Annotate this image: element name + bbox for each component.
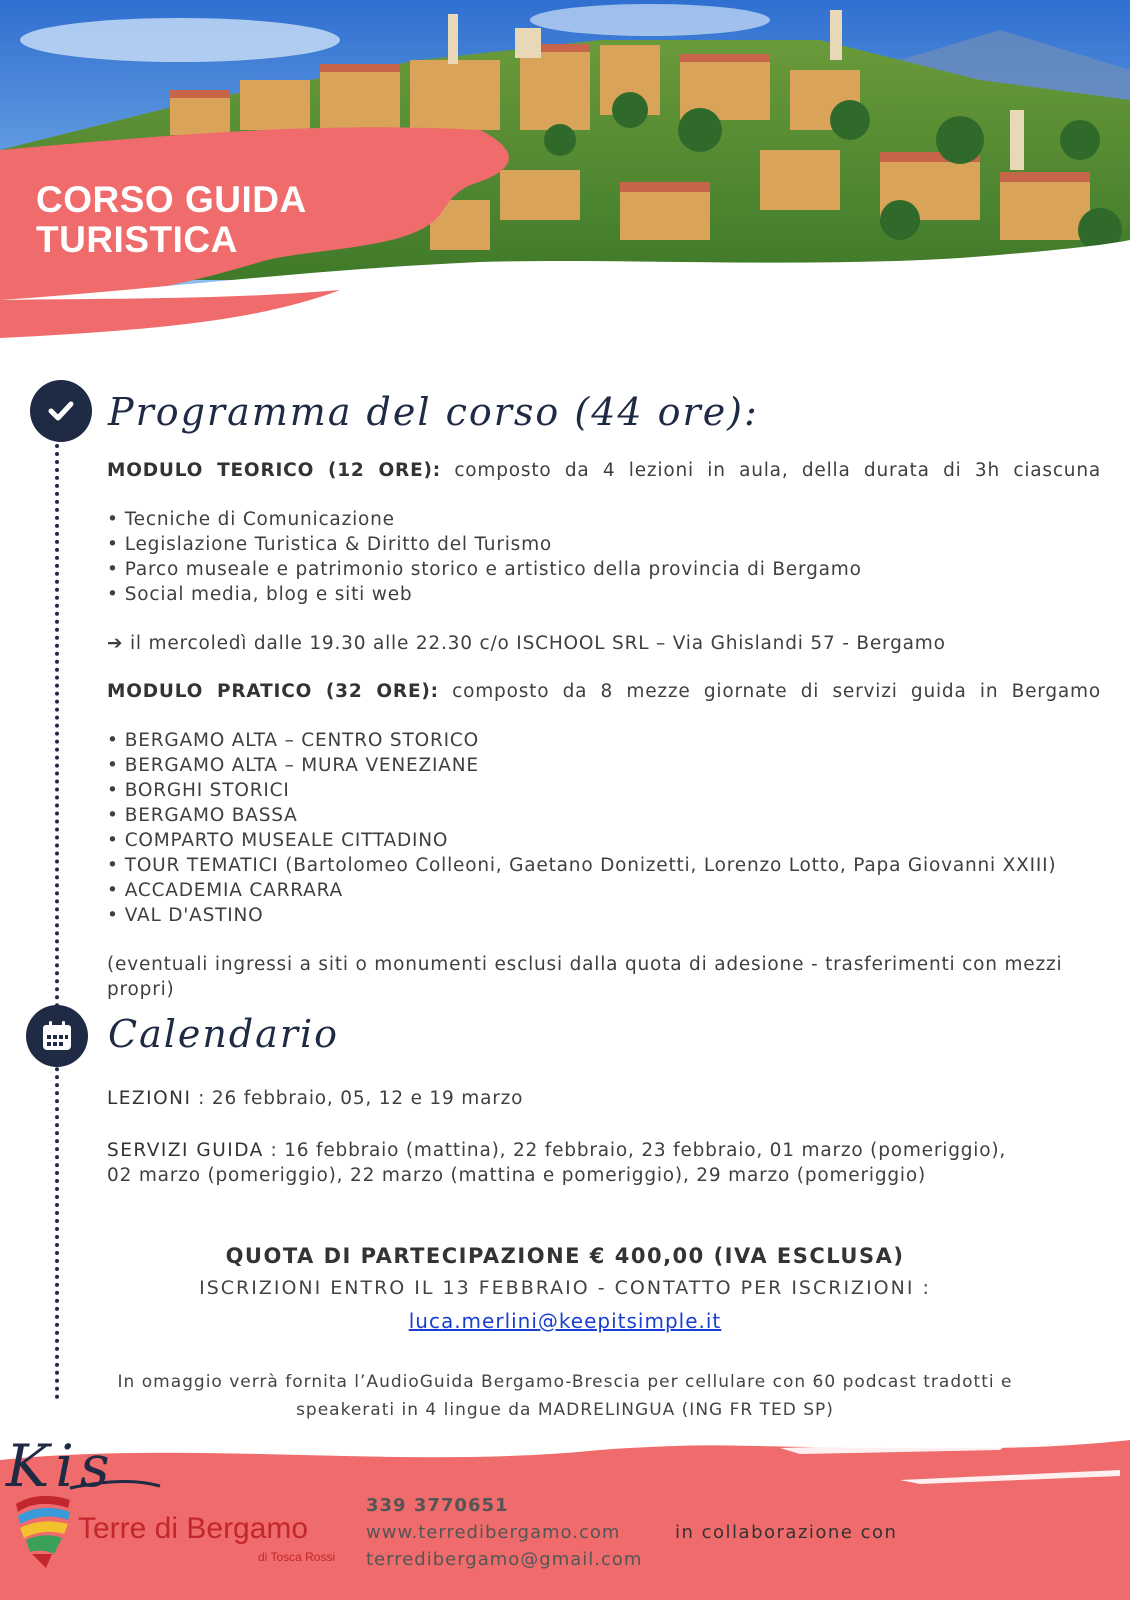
calendario-heading: Calendario: [108, 1012, 340, 1056]
page-title: [36, 180, 307, 260]
pratico-list: [107, 728, 1101, 928]
lezioni-row: [107, 1086, 1101, 1111]
brand-name: Terre di Bergamo: [78, 1512, 309, 1545]
list-item: • Legislazione Turistica & Diritto del Turismo: [107, 532, 1101, 557]
servizi-line-2: 02 marzo (pomeriggio), 22 marzo (mattina e pomeriggio), 29 marzo (pomeriggio): [107, 1165, 926, 1186]
list-item: • Parco museale e patrimonio storico e artistico della provincia di Bergamo: [107, 557, 1101, 582]
list-item: • ACCADEMIA CARRARA: [107, 878, 1101, 903]
calendario-section: [107, 1086, 1101, 1188]
programma-heading: Programma del corso (44 ore):: [108, 390, 759, 434]
brand-subtitle: di Tosca Rossi: [258, 1550, 336, 1564]
list-item: • TOUR TEMATICI (Bartolomeo Colleoni, Gaetano Donizetti, Lorenzo Lotto, Papa Giovanni XXIII): [107, 853, 1101, 878]
collaboration-text: in collaborazione con: [675, 1522, 898, 1543]
list-item: • BERGAMO ALTA – MURA VENEZIANE: [107, 753, 1101, 778]
lezioni-label: LEZIONI: [107, 1088, 192, 1109]
lezioni-value: : 26 febbraio, 05, 12 e 19 marzo: [191, 1088, 524, 1109]
omaggio-line-2: speakerati in 4 lingue da MADRELINGUA (ING FR TED SP): [296, 1400, 834, 1420]
phone-number: 339 3770651: [366, 1495, 509, 1516]
footer-email-link[interactable]: terredibergamo@gmail.com: [366, 1549, 643, 1570]
omaggio-note: [90, 1368, 1040, 1424]
list-item: • COMPARTO MUSEALE CITTADINO: [107, 828, 1101, 853]
list-item: • Social media, blog e siti web: [107, 582, 1101, 607]
modulo-pratico-desc: composto da 8 mezze giornate di servizi guida in Bergamo: [452, 681, 1101, 702]
modulo-pratico: [107, 679, 1101, 704]
list-item: • BERGAMO BASSA: [107, 803, 1101, 828]
teorico-list: [107, 507, 1101, 607]
iscrizioni-text: ISCRIZIONI ENTRO IL 13 FEBBRAIO - CONTATTO PER ISCRIZIONI :: [199, 1277, 931, 1299]
title-line-1: CORSO GUIDA: [36, 179, 307, 220]
calendar-icon: [26, 1005, 88, 1067]
title-line-2: TURISTICA: [36, 219, 238, 260]
modulo-teorico-desc: composto da 4 lezioni in aula, della durata di 3h ciascuna: [454, 460, 1101, 481]
servizi-label: SERVIZI GUIDA: [107, 1140, 264, 1161]
contact-email-link[interactable]: luca.merlini@keepitsimple.it: [408, 1309, 722, 1333]
servizi-line-1: : 16 febbraio (mattina), 22 febbraio, 23 febbraio, 01 marzo (pomeriggio),: [263, 1140, 1007, 1161]
hero-banner: [0, 0, 1130, 360]
modulo-teorico-label: MODULO TEORICO (12 ORE):: [107, 460, 441, 481]
quota-section: [90, 1240, 1040, 1338]
omaggio-line-1: In omaggio verrà fornita l’AudioGuida Bergamo-Brescia per cellulare con 60 podcast tradotti e: [117, 1372, 1013, 1392]
footer: [0, 1430, 1130, 1600]
kis-partner-logo: [0, 1430, 180, 1510]
list-item: • BORGHI STORICI: [107, 778, 1101, 803]
list-item: • Tecniche di Comunicazione: [107, 507, 1101, 532]
servizi-row: [107, 1138, 1101, 1188]
modulo-pratico-label: MODULO PRATICO (32 ORE):: [107, 681, 439, 702]
check-icon: [30, 380, 92, 442]
kis-signature: Kis: [6, 1432, 116, 1500]
list-item: • VAL D'ASTINO: [107, 903, 1101, 928]
programma-note: (eventuali ingressi a siti o monumenti esclusi dalla quota di adesione - trasferimenti con mezzi propri): [107, 954, 1063, 1000]
contacts: [366, 1492, 642, 1573]
timeline-dotted-line: [55, 420, 59, 1400]
list-item: • BERGAMO ALTA – CENTRO STORICO: [107, 728, 1101, 753]
modulo-teorico: [107, 458, 1101, 483]
schedule-note: ➔ il mercoledì dalle 19.30 alle 22.30 c/o ISCHOOL SRL – Via Ghislandi 57 - Bergamo: [107, 633, 946, 654]
programma-section: [107, 458, 1101, 1002]
quota-title: QUOTA DI PARTECIPAZIONE € 400,00 (IVA ESCLUSA): [225, 1244, 905, 1268]
website-link[interactable]: www.terredibergamo.com: [366, 1522, 621, 1543]
